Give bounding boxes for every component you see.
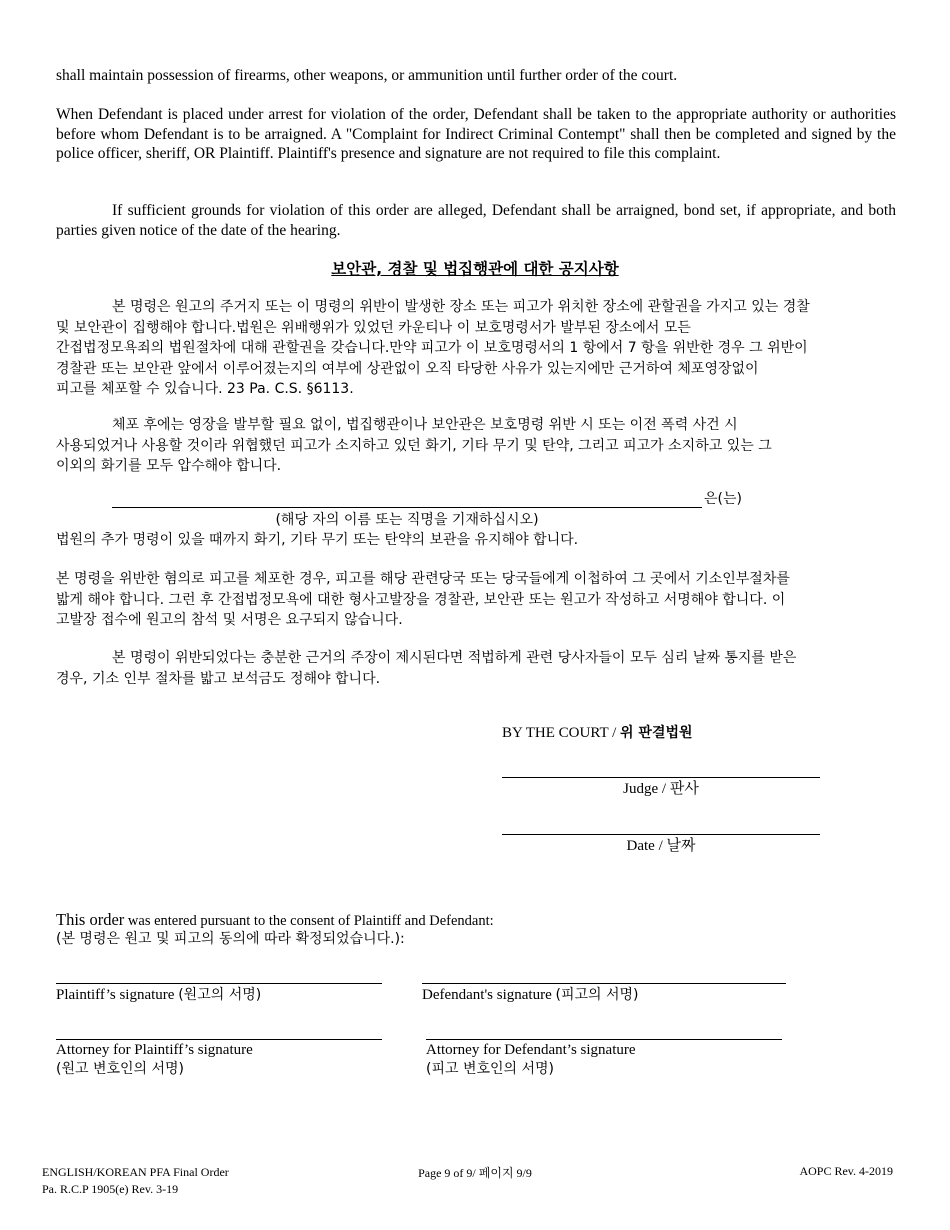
korean-paragraph-2-line: 체포 후에는 영장을 발부할 필요 없이, 법집행관이나 보안관은 보호명령 위반 시 또는 이전 폭력 사건 시 bbox=[112, 417, 738, 433]
attorney-defendant-signature-line[interactable] bbox=[426, 1039, 782, 1040]
by-the-court-en: BY THE COURT / bbox=[502, 725, 621, 741]
korean-paragraph-1-line: 및 보안관이 집행해야 합니다.법원은 위배행위가 있었던 카운티나 이 보호명령서가 발부된 장소에서 모든 bbox=[56, 319, 691, 336]
judge-label: Judge / 판사 bbox=[623, 781, 699, 797]
korean-paragraph-1-line: 간접법정모욕죄의 법원절차에 대해 관할권을 갖습니다.만약 피고가 이 보호명령서의 1 항에서 7 항을 위반한 경우 그 위반이 bbox=[56, 340, 808, 356]
korean-paragraph-5-line: 본 명령이 위반되었다는 충분한 근거의 주장이 제시된다면 적법하게 관련 당사자들이 모두 심리 날짜 통지를 받은 bbox=[112, 650, 797, 666]
plaintiff-signature-label bbox=[56, 985, 261, 1006]
date-label: Date / 날짜 bbox=[626, 838, 696, 854]
korean-heading: 보안관, 경찰 및 법집행관에 대한 공지사항 bbox=[331, 260, 619, 278]
footer-revision: AOPC Rev. 4-2019 bbox=[799, 1164, 893, 1178]
attorney-defendant-signature-label bbox=[426, 1041, 636, 1079]
korean-paragraph-1-line: 경찰관 또는 보안관 앞에서 이루어졌는지의 여부에 상관없이 오직 타당한 사유가 있는지에만 근거하여 체포영장없이 bbox=[56, 360, 759, 377]
attorney-plaintiff-en: Attorney for Plaintiff’s signature bbox=[56, 1042, 253, 1058]
date-signature-line[interactable] bbox=[502, 834, 820, 835]
korean-paragraph-2-line: 이외의 화기를 모두 압수해야 합니다. bbox=[56, 458, 282, 474]
attorney-plaintiff-ko: (원고 변호인의 서명) bbox=[56, 1061, 185, 1077]
consent-statement bbox=[56, 910, 494, 949]
korean-paragraph-5 bbox=[56, 648, 906, 689]
blank-caption: (해당 자의 이름 또는 직명을 기재하십시오) bbox=[275, 512, 539, 528]
korean-paragraph-3: 법원의 추가 명령이 있을 때까지 화기, 기타 무기 또는 탄약의 보관을 유지해야 합니다. bbox=[56, 532, 579, 548]
by-the-court-ko: 위 판결법원 bbox=[620, 725, 693, 741]
plaintiff-signature-ko: (원고의 서명) bbox=[178, 987, 262, 1003]
blank-suffix: 은(는) bbox=[704, 491, 742, 507]
footer-rule-ref: Pa. R.C.P 1905(e) Rev. 3-19 bbox=[42, 1182, 179, 1196]
attorney-plaintiff-signature-label bbox=[56, 1041, 253, 1079]
english-paragraph-1: shall maintain possession of firearms, other weapons, or ammunition until further order of the court. bbox=[56, 67, 678, 84]
footer-form-name: ENGLISH/KOREAN PFA Final Order bbox=[42, 1165, 229, 1179]
defendant-signature-line[interactable] bbox=[422, 983, 786, 984]
consent-this-order: This order bbox=[56, 910, 125, 929]
footer-left bbox=[42, 1164, 229, 1198]
plaintiff-signature-en: Plaintiff’s signature bbox=[56, 987, 179, 1003]
attorney-defendant-en: Attorney for Defendant’s signature bbox=[426, 1042, 636, 1058]
korean-paragraph-2-line: 사용되었거나 사용할 것이라 위협했던 피고가 소지하고 있던 화기, 기타 무기 및 탄약, 그리고 피고가 소지하고 있는 그 bbox=[56, 437, 772, 454]
korean-paragraph-4-line: 본 명령을 위반한 혐의로 피고를 체포한 경우, 피고를 해당 관련당국 또는 당국들에게 이첩하여 그 곳에서 기소인부절차를 bbox=[56, 571, 790, 587]
defendant-signature-en: Defendant's signature bbox=[422, 987, 556, 1003]
english-paragraph-3: If sufficient grounds for violation of this order are alleged, Defendant shall be arraigned, bond set, if appropriate, and both parties given notice of the date of the hearing. bbox=[56, 202, 896, 239]
korean-paragraph-4-line: 고발장 접수에 원고의 참석 및 서명은 요구되지 않습니다. bbox=[56, 612, 403, 628]
footer-page-number: Page 9 of 9/ 페이지 9/9 bbox=[418, 1166, 532, 1180]
name-title-blank-line[interactable] bbox=[112, 487, 702, 508]
by-the-court bbox=[502, 724, 693, 743]
attorney-plaintiff-signature-line[interactable] bbox=[56, 1039, 382, 1040]
korean-paragraph-4 bbox=[56, 569, 906, 631]
attorney-defendant-ko: (피고 변호인의 서명) bbox=[426, 1061, 555, 1077]
consent-korean: (본 명령은 원고 및 피고의 동의에 따라 확정되었습니다.): bbox=[56, 931, 405, 947]
defendant-signature-label bbox=[422, 985, 639, 1006]
plaintiff-signature-line[interactable] bbox=[56, 983, 382, 984]
english-paragraph-2: When Defendant is placed under arrest for violation of the order, Defendant shall be taken to the appropriate authority or authorities before whom Defendant is to be arraigned. A "Complaint for Indirect Criminal Contempt" shall then be completed and signed by the police officer, sheriff, OR Plaintiff. Plaintiff's presence and signature are not required to file this complaint. bbox=[56, 106, 896, 162]
korean-paragraph-1 bbox=[56, 297, 906, 400]
korean-paragraph-1-line: 본 명령은 원고의 주거지 또는 이 명령의 위반이 발생한 장소 또는 피고가 위치한 장소에 관할권을 가지고 있는 경찰 bbox=[112, 299, 810, 315]
korean-paragraph-4-line: 밟게 해야 합니다. 그런 후 간접법정모욕에 대한 형사고발장을 경찰관, 보안관 또는 원고가 작성하고 서명해야 합니다. 이 bbox=[56, 591, 786, 608]
defendant-signature-ko: (피고의 서명) bbox=[555, 987, 639, 1003]
consent-text: was entered pursuant to the consent of Plaintiff and Defendant: bbox=[124, 913, 494, 929]
korean-paragraph-5-line: 경우, 기소 인부 절차를 밟고 보석금도 정해야 합니다. bbox=[56, 670, 381, 687]
korean-paragraph-1-line: 피고를 체포할 수 있습니다. 23 Pa. C.S. §6113. bbox=[56, 381, 354, 397]
judge-signature-line[interactable] bbox=[502, 777, 820, 778]
korean-paragraph-2 bbox=[56, 415, 906, 477]
